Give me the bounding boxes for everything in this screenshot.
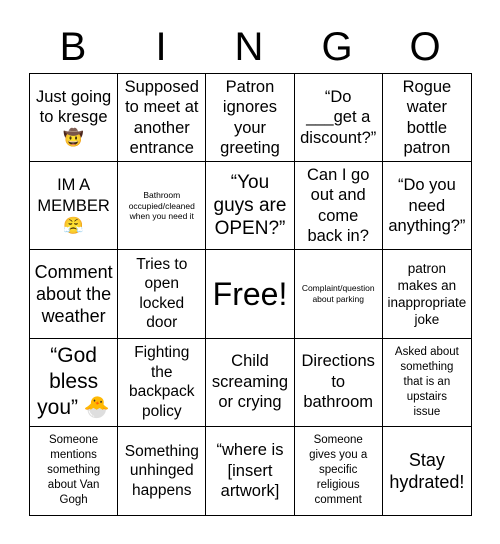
bingo-cell[interactable] <box>295 427 383 515</box>
cell-text: Child screaming or crying <box>211 352 289 412</box>
bingo-cell[interactable] <box>206 74 294 162</box>
bingo-cell[interactable] <box>383 250 471 338</box>
cell-text: Bathroom occupied/cleaned when you need it <box>128 190 195 222</box>
header-letter-i: I <box>155 25 167 69</box>
cell-text: Fighting the backpack policy <box>129 344 195 420</box>
bingo-grid <box>29 73 472 516</box>
cell-text: Stay hydrated! <box>389 449 465 492</box>
cell-text: Patron ignores your greeting <box>220 77 280 158</box>
cell-text: “You guys are OPEN?” <box>213 172 287 240</box>
cell-text: patron makes an inappropriate joke <box>387 260 467 327</box>
bingo-cell[interactable] <box>383 339 471 427</box>
bingo-cell[interactable] <box>206 427 294 515</box>
header-letter-n: N <box>234 25 264 69</box>
cell-text: “God bless you” 🐣 <box>37 344 111 420</box>
bingo-cell[interactable] <box>383 427 471 515</box>
bingo-cell[interactable] <box>30 427 118 515</box>
cell-text: Comment about the weather <box>34 261 113 326</box>
cell-text: “Do ___get a discount?” <box>300 87 377 147</box>
bingo-cell[interactable] <box>118 74 206 162</box>
header-letter-o: O <box>409 25 441 69</box>
bingo-cell[interactable] <box>118 427 206 515</box>
bingo-cell[interactable] <box>118 339 206 427</box>
cell-text: Just going to kresge 🤠 <box>35 87 112 147</box>
bingo-cell[interactable] <box>295 339 383 427</box>
bingo-cell[interactable] <box>118 162 206 250</box>
cell-text: Rogue water bottle patron <box>402 77 452 158</box>
bingo-cell[interactable] <box>383 162 471 250</box>
free-space-cell[interactable] <box>206 250 294 338</box>
bingo-cell[interactable] <box>30 74 118 162</box>
cell-text: Something unhinged happens <box>124 442 199 499</box>
free-space-text: Free! <box>212 275 288 312</box>
bingo-header <box>29 22 472 72</box>
cell-text: Complaint/question about parking <box>301 283 375 304</box>
bingo-cell[interactable] <box>30 162 118 250</box>
cell-text: Asked about something that is an upstairs issue <box>394 345 459 418</box>
bingo-cell[interactable] <box>206 339 294 427</box>
header-letter-g: G <box>321 25 353 69</box>
cell-text: Tries to open locked door <box>136 255 188 332</box>
cell-text: Supposed to meet at another entrance <box>124 77 199 158</box>
cell-text: “Do you need anything?” <box>388 176 466 236</box>
bingo-cell[interactable] <box>206 162 294 250</box>
bingo-cell[interactable] <box>295 162 383 250</box>
cell-text: Directions to bathroom <box>301 352 375 412</box>
bingo-cell[interactable] <box>383 74 471 162</box>
cell-text: Someone mentions something about Van Gogh <box>47 434 101 507</box>
bingo-cell[interactable] <box>295 250 383 338</box>
cell-text: Someone gives you a specific religious comment <box>309 434 368 507</box>
cell-text: “where is [insert artwork] <box>216 441 284 501</box>
cell-text: Can I go out and come back in? <box>307 165 370 246</box>
bingo-cell[interactable] <box>30 250 118 338</box>
header-letter-b: B <box>59 25 87 69</box>
bingo-cell[interactable] <box>295 74 383 162</box>
bingo-cell[interactable] <box>118 250 206 338</box>
bingo-cell[interactable] <box>30 339 118 427</box>
cell-text: IM A MEMBER 😤 <box>37 176 110 236</box>
